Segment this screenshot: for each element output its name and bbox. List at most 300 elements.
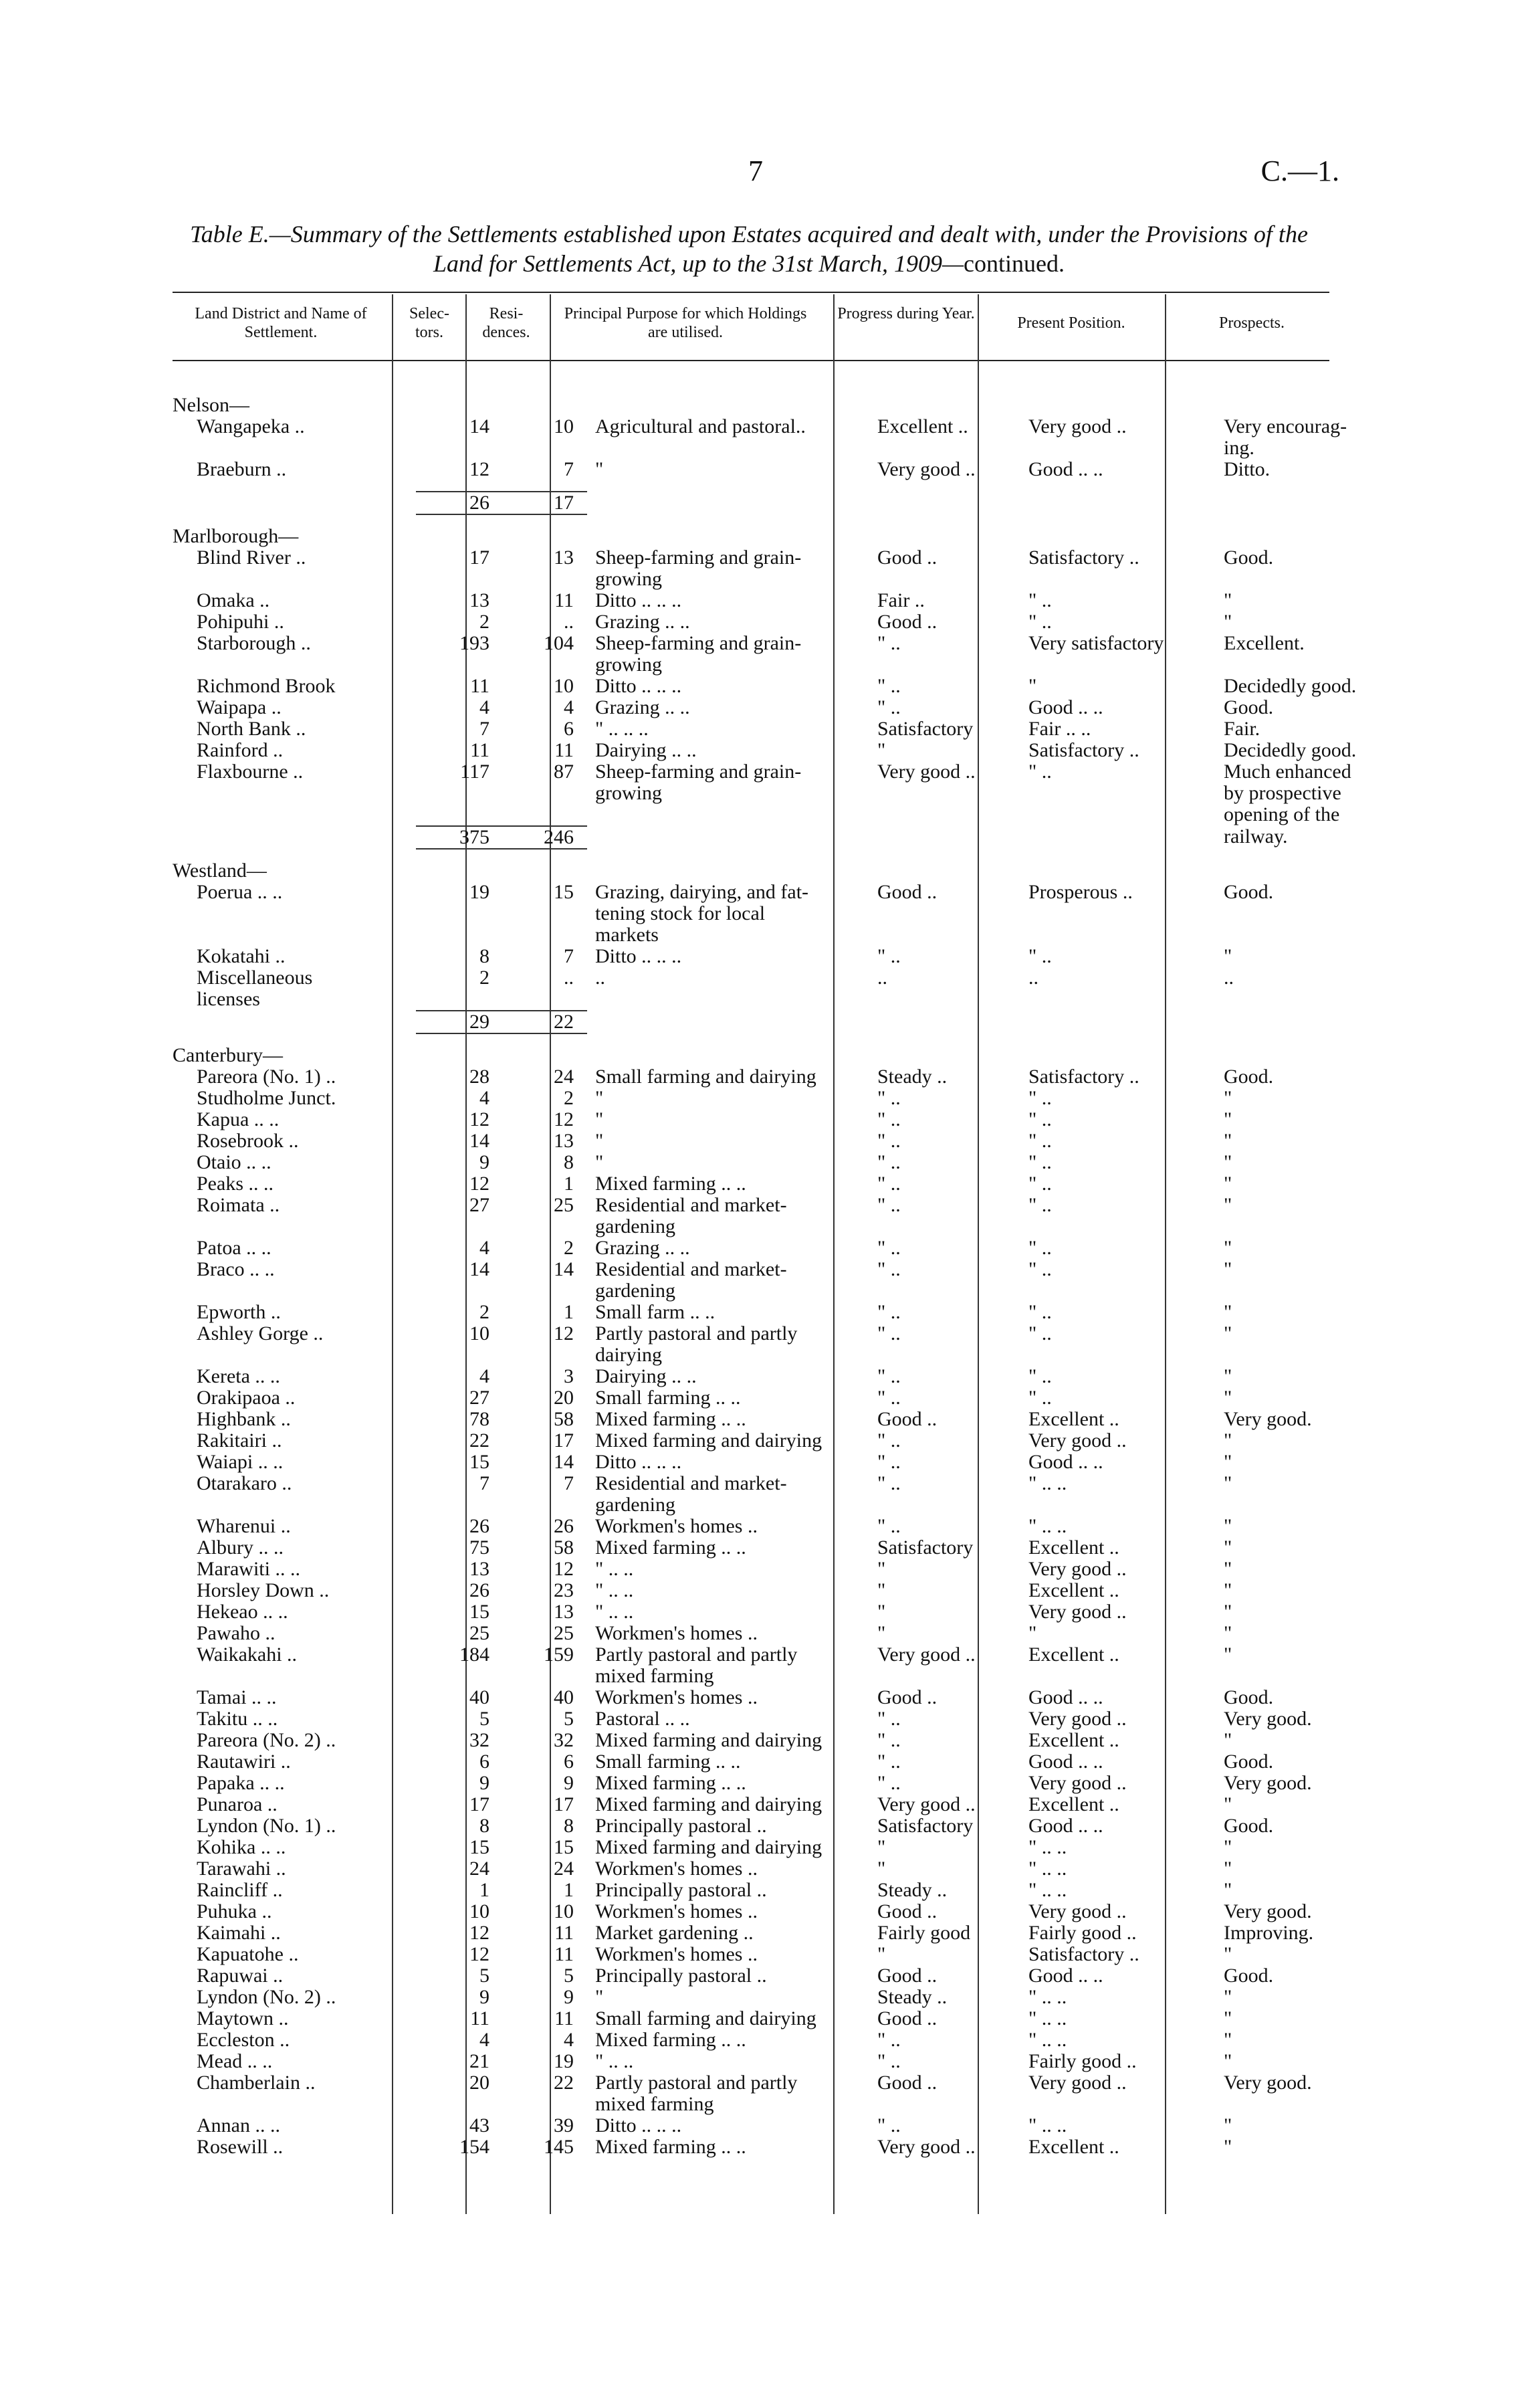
progress-during-year: " .. [877, 1173, 901, 1195]
present-position: Good .. .. [1028, 1751, 1103, 1773]
table-row [173, 1409, 1398, 1430]
prospects: " [1224, 2029, 1232, 2051]
progress-during-year [869, 826, 1020, 849]
table-row [173, 946, 1398, 967]
principal-purpose: Sheep-farming and grain- [595, 546, 802, 569]
progress-during-year: " .. [877, 1515, 901, 1537]
prospects: Decidedly good. [1224, 675, 1357, 697]
table-row [173, 1666, 1398, 1687]
selectors-count [416, 860, 500, 882]
present-position: " .. .. [1028, 1515, 1067, 1537]
present-position: Fairly good .. [1028, 2050, 1137, 2072]
progress-during-year: " .. [877, 2029, 901, 2051]
present-position: Satisfactory .. [1028, 1066, 1139, 1088]
present-position: " .. [1028, 1301, 1052, 1323]
selectors-count: 15 [469, 1451, 489, 1473]
table-row [173, 547, 1398, 569]
selectors-count: 12 [469, 1943, 489, 1965]
progress-during-year: " .. [877, 1429, 901, 1452]
principal-purpose: Partly pastoral and partly [595, 1322, 798, 1344]
settlement-name: Marawiti .. .. [197, 1558, 300, 1580]
present-position: " .. [1028, 1108, 1052, 1130]
settlement-name: Flaxbourne .. [197, 761, 304, 783]
selectors-count: 10 [469, 1900, 489, 1922]
prospects: " [1224, 589, 1232, 611]
principal-purpose: Mixed farming .. .. [595, 1173, 746, 1195]
prospects: Good. [1224, 696, 1274, 718]
present-position: " [1028, 675, 1037, 697]
selectors-count [416, 1666, 500, 1687]
principal-purpose: markets [595, 924, 659, 946]
settlement-name: Rainford .. [197, 739, 284, 761]
principal-purpose: Workmen's homes .. [595, 1686, 758, 1708]
progress-during-year: " .. [877, 1472, 901, 1494]
principal-purpose: Principally pastoral .. [595, 1815, 767, 1837]
progress-during-year: Very good .. [877, 2136, 976, 2158]
residences-count: .. [564, 967, 574, 989]
progress-during-year: Good .. [877, 1900, 938, 1922]
residences-count: 5 [564, 1965, 574, 1987]
residences-count: 40 [554, 1686, 574, 1708]
land-district-name: Westland— [173, 860, 267, 882]
residences-count [500, 1280, 587, 1302]
selectors-count: 6 [479, 1751, 489, 1773]
table-row [173, 611, 1398, 633]
progress-during-year: " .. [877, 1708, 901, 1730]
settlement-name [173, 1216, 416, 1237]
table-row [173, 1130, 1398, 1152]
progress-during-year [869, 1494, 1020, 1516]
present-position [1020, 654, 1216, 676]
principal-purpose: Ditto .. .. .. [595, 945, 682, 967]
table-row [173, 2094, 1398, 2115]
progress-during-year [869, 804, 1020, 826]
residences-count: 4 [564, 696, 574, 718]
residences-count [500, 804, 587, 826]
progress-during-year: " .. [877, 1772, 901, 1794]
residences-count: 25 [554, 1622, 574, 1644]
residences-count: 4 [564, 2029, 574, 2051]
table-row [173, 1708, 1398, 1730]
selectors-count: 375 [416, 826, 500, 849]
selectors-count: 29 [416, 1011, 500, 1033]
selectors-count: 154 [459, 2136, 489, 2158]
residences-count: 7 [564, 945, 574, 967]
prospects: Ditto. [1224, 458, 1271, 480]
principal-purpose: Mixed farming and dairying [595, 1729, 822, 1751]
table-row [173, 2115, 1398, 2136]
present-position: Very satisfactory [1028, 632, 1164, 654]
selectors-count: 26 [469, 1579, 489, 1601]
residences-count [500, 783, 587, 804]
principal-purpose: Grazing, dairying, and fat- [595, 881, 809, 903]
principal-purpose [587, 437, 869, 459]
residences-count [500, 1216, 587, 1237]
residences-count [500, 526, 587, 547]
present-position: " .. [1028, 1087, 1052, 1109]
prospects: Improving. [1224, 1922, 1314, 1944]
selectors-count [416, 1344, 500, 1366]
prospects: " [1224, 2136, 1232, 2158]
progress-during-year [869, 924, 1020, 946]
table-row [173, 1259, 1398, 1280]
residences-count: 10 [554, 415, 574, 437]
progress-during-year [869, 1280, 1020, 1302]
residences-count: 12 [554, 1558, 574, 1580]
principal-purpose: Residential and market- [595, 1472, 787, 1494]
settlement-name: Papaka .. .. [197, 1772, 285, 1794]
table-row [173, 1109, 1398, 1130]
progress-during-year: Satisfactory [877, 1815, 974, 1837]
settlement-name [173, 569, 416, 590]
settlement-name: Lyndon (No. 1) .. [197, 1815, 336, 1837]
settlement-name: Rautawiri .. [197, 1751, 291, 1773]
table-row [173, 697, 1398, 718]
header-prospects: Prospects. [1219, 314, 1285, 332]
principal-purpose: " .. .. [595, 2050, 634, 2072]
progress-during-year: " .. [877, 945, 901, 967]
settlement-name: Highbank .. [197, 1408, 291, 1430]
present-position: " .. [1028, 1365, 1052, 1387]
present-position: " [1028, 1622, 1037, 1644]
residences-count [500, 654, 587, 676]
selectors-count: 12 [469, 1922, 489, 1944]
table-row [173, 1088, 1398, 1109]
table-title-continued: continued. [963, 250, 1065, 277]
selectors-count [416, 989, 500, 1011]
spacer-row [173, 384, 1398, 395]
table-row [173, 2029, 1398, 2051]
settlement-name: Waiapi .. .. [197, 1451, 284, 1473]
progress-during-year [869, 1216, 1020, 1237]
prospects: " [1224, 1793, 1232, 1815]
present-position: " .. [1028, 945, 1052, 967]
present-position: Very good .. [1028, 2072, 1127, 2094]
residences-count [500, 437, 587, 459]
residences-count: 9 [564, 1772, 574, 1794]
prospects: " [1224, 1622, 1232, 1644]
residences-count: 32 [554, 1729, 574, 1751]
settlement-name: Orakipaoa .. [197, 1387, 296, 1409]
principal-purpose: " [595, 1151, 604, 1173]
prospects [1216, 2094, 1398, 2115]
table-row [173, 1237, 1398, 1259]
residences-count: 6 [564, 1751, 574, 1773]
residences-count: 24 [554, 1066, 574, 1088]
residences-count [500, 924, 587, 946]
land-district-row [173, 526, 1398, 547]
settlement-name [173, 1011, 416, 1033]
settlement-name: Raincliff .. [197, 1879, 283, 1901]
prospects: opening of the [1224, 803, 1340, 825]
table-row [173, 882, 1398, 903]
residences-count: 58 [554, 1408, 574, 1430]
settlement-name: Kereta .. .. [197, 1365, 280, 1387]
principal-purpose [587, 826, 869, 849]
present-position [1020, 826, 1216, 849]
district-total-row [173, 492, 1398, 514]
principal-purpose: Pastoral .. .. [595, 1708, 690, 1730]
prospects: Good. [1224, 1066, 1274, 1088]
present-position [1020, 1011, 1216, 1033]
settlement-name [173, 2094, 416, 2115]
land-district-row [173, 1045, 1398, 1066]
principal-purpose: Mixed farming and dairying [595, 1793, 822, 1815]
progress-during-year: " .. [877, 1387, 901, 1409]
present-position: Very good .. [1028, 1772, 1127, 1794]
prospects: " [1224, 1836, 1232, 1858]
progress-during-year: " [877, 1836, 886, 1858]
selectors-count: 11 [470, 739, 489, 761]
present-position: " .. .. [1028, 1858, 1067, 1880]
principal-purpose: " .. .. [595, 1558, 634, 1580]
spacer-row [173, 480, 1398, 492]
residences-count [500, 1494, 587, 1516]
spacer-row [173, 1033, 1398, 1045]
district-total-row [173, 1011, 1398, 1033]
table-row [173, 1794, 1398, 1815]
principal-purpose: .. [595, 967, 605, 989]
prospects: Very encourag- [1224, 415, 1347, 437]
table-row [173, 654, 1398, 676]
settlement-name: Eccleston .. [197, 2029, 290, 2051]
prospects [1216, 1494, 1398, 1516]
settlement-name: Chamberlain .. [197, 2072, 316, 2094]
settlement-name: Lyndon (No. 2) .. [197, 1986, 336, 2008]
present-position: Good .. .. [1028, 1965, 1103, 1987]
present-position: Excellent .. [1028, 1579, 1119, 1601]
selectors-count: 11 [470, 2007, 489, 2029]
present-position: Very good .. [1028, 415, 1127, 437]
present-position: Satisfactory .. [1028, 739, 1139, 761]
residences-count: 2 [564, 1087, 574, 1109]
settlement-name [173, 437, 416, 459]
table-row [173, 1323, 1398, 1344]
principal-purpose: Small farming and dairying [595, 1066, 816, 1088]
present-position [1020, 492, 1216, 514]
progress-during-year [869, 860, 1020, 882]
present-position: Very good .. [1028, 1429, 1127, 1452]
residences-count: 11 [554, 1922, 574, 1944]
principal-purpose: Partly pastoral and partly [595, 2072, 798, 2094]
page-number: 7 [748, 155, 763, 187]
selectors-count [416, 395, 500, 416]
selectors-count: 13 [469, 589, 489, 611]
present-position [1020, 1666, 1216, 1687]
prospects [1216, 903, 1398, 924]
prospects: Fair. [1224, 718, 1260, 740]
prospects: " [1224, 1472, 1232, 1494]
selectors-count [416, 569, 500, 590]
selectors-count: 4 [479, 1365, 489, 1387]
settlement-name: Waikakahi .. [197, 1643, 298, 1666]
principal-purpose [587, 860, 869, 882]
principal-purpose: Sheep-farming and grain- [595, 632, 802, 654]
residences-count [500, 2094, 587, 2115]
table-row [173, 633, 1398, 654]
settlement-name: Peaks .. .. [197, 1173, 273, 1195]
residences-count: 87 [554, 761, 574, 783]
present-position: Fairly good .. [1028, 1922, 1137, 1944]
settlement-name: Punaroa .. [197, 1793, 278, 1815]
prospects: " [1224, 1579, 1232, 1601]
settlement-name [173, 1344, 416, 1366]
principal-purpose: Mixed farming .. .. [595, 1536, 746, 1559]
prospects [1216, 1666, 1398, 1687]
prospects: " [1224, 1879, 1232, 1901]
prospects: " [1224, 1322, 1232, 1344]
progress-during-year [869, 989, 1020, 1011]
present-position: " .. .. [1028, 1879, 1067, 1901]
prospects: " [1224, 1365, 1232, 1387]
residences-count: 13 [554, 1601, 574, 1623]
principal-purpose: growing [595, 782, 662, 804]
table-row [173, 1387, 1398, 1409]
prospects [1216, 1216, 1398, 1237]
settlement-name: Kapuatohe .. [197, 1943, 299, 1965]
selectors-count: 12 [469, 458, 489, 480]
table-row [173, 1965, 1398, 1987]
settlement-name [173, 826, 416, 849]
selectors-count: 28 [469, 1066, 489, 1088]
prospects: Good. [1224, 1815, 1274, 1837]
principal-purpose: Workmen's homes .. [595, 1943, 758, 1965]
settlement-name: Tarawahi .. [197, 1858, 286, 1880]
present-position: " .. [1028, 1194, 1052, 1216]
present-position: Excellent .. [1028, 1643, 1119, 1666]
residences-count: 17 [554, 1429, 574, 1452]
table-row [173, 1687, 1398, 1708]
settlement-name [173, 492, 416, 514]
prospects: Good. [1224, 546, 1274, 569]
settlement-name: Albury .. .. [197, 1536, 284, 1559]
residences-count: 3 [564, 1365, 574, 1387]
residences-count: 8 [564, 1151, 574, 1173]
present-position: " .. [1028, 1322, 1052, 1344]
selectors-count: 26 [469, 1515, 489, 1537]
progress-during-year [869, 654, 1020, 676]
progress-during-year: " .. [877, 1301, 901, 1323]
present-position [1020, 569, 1216, 590]
progress-during-year: " .. [877, 1194, 901, 1216]
prospects [1216, 492, 1398, 514]
prospects: Good. [1224, 1965, 1274, 1987]
table-row [173, 1344, 1398, 1366]
present-position: Very good .. [1028, 1900, 1127, 1922]
selectors-count: 2 [479, 1301, 489, 1323]
principal-purpose: Market gardening .. [595, 1922, 754, 1944]
progress-during-year: " .. [877, 696, 901, 718]
present-position [1020, 1216, 1216, 1237]
header-name: Land District and Name of Settlement. [195, 305, 367, 341]
principal-purpose: Agricultural and pastoral.. [595, 415, 806, 437]
selectors-count: 14 [469, 1130, 489, 1152]
progress-during-year: " [877, 1943, 886, 1965]
table-row [173, 1837, 1398, 1858]
prospects [1216, 654, 1398, 676]
table-row [173, 740, 1398, 761]
residences-count: 39 [554, 2114, 574, 2136]
settlement-name: Horsley Down .. [197, 1579, 330, 1601]
residences-count: 25 [554, 1194, 574, 1216]
prospects: " [1224, 1558, 1232, 1580]
principal-purpose: Ditto .. .. .. [595, 589, 682, 611]
principal-purpose: growing [595, 568, 662, 590]
residences-count: 11 [554, 2007, 574, 2029]
prospects: Very good. [1224, 1772, 1312, 1794]
residences-count: 17 [500, 492, 587, 514]
prospects: railway. [1224, 825, 1288, 847]
present-position: Prosperous .. [1028, 881, 1133, 903]
settlement-name: Rapuwai .. [197, 1965, 284, 1987]
residences-count: 8 [564, 1815, 574, 1837]
present-position: " .. [1028, 1130, 1052, 1152]
settlement-name: Braco .. .. [197, 1258, 275, 1280]
selectors-count: 117 [460, 761, 489, 783]
settlement-name: Patoa .. .. [197, 1237, 271, 1259]
header-top-rule [173, 292, 1329, 293]
prospects: Good. [1224, 1751, 1274, 1773]
progress-during-year: Good .. [877, 546, 938, 569]
progress-during-year [869, 783, 1020, 804]
principal-purpose [587, 989, 869, 1011]
prospects [1216, 924, 1398, 946]
present-position: Good .. .. [1028, 1815, 1103, 1837]
principal-purpose: " .. .. [595, 1601, 634, 1623]
principal-purpose: Mixed farming .. .. [595, 1408, 746, 1430]
spacer-cell [173, 384, 1398, 395]
prospects: " [1224, 1151, 1232, 1173]
residences-count: 15 [554, 881, 574, 903]
principal-purpose: Principally pastoral .. [595, 1965, 767, 1987]
principal-purpose: Grazing .. .. [595, 1237, 690, 1259]
principal-purpose: dairying [595, 1344, 662, 1366]
selectors-count: 32 [469, 1729, 489, 1751]
table-row [173, 1195, 1398, 1216]
spacer-row [173, 514, 1398, 526]
settlement-name: Miscellaneous [197, 967, 313, 989]
selectors-count [416, 2094, 500, 2115]
settlements-table [173, 384, 1398, 2158]
settlement-name [173, 1280, 416, 1302]
residences-count [500, 1045, 587, 1066]
progress-during-year: Good .. [877, 611, 938, 633]
principal-purpose: growing [595, 654, 662, 676]
selectors-count [416, 903, 500, 924]
settlement-name: Kaimahi .. [197, 1922, 281, 1944]
settlement-name: Rosewill .. [197, 2136, 284, 2158]
settlement-name [173, 924, 416, 946]
settlement-name: Tamai .. .. [197, 1686, 277, 1708]
principal-purpose: Mixed farming and dairying [595, 1429, 822, 1452]
land-district-row [173, 395, 1398, 416]
progress-during-year: " [877, 739, 886, 761]
residences-count [500, 1344, 587, 1366]
table-row [173, 1452, 1398, 1473]
settlement-name [173, 1494, 416, 1516]
selectors-count [416, 783, 500, 804]
principal-purpose: " [595, 1087, 604, 1109]
table-row [173, 569, 1398, 590]
table-row [173, 1066, 1398, 1088]
selectors-count [416, 526, 500, 547]
prospects: " [1224, 1301, 1232, 1323]
progress-during-year: Good .. [877, 2007, 938, 2029]
selectors-count [416, 1494, 500, 1516]
selectors-count [416, 437, 500, 459]
prospects: Very good. [1224, 1408, 1312, 1430]
selectors-count [416, 924, 500, 946]
